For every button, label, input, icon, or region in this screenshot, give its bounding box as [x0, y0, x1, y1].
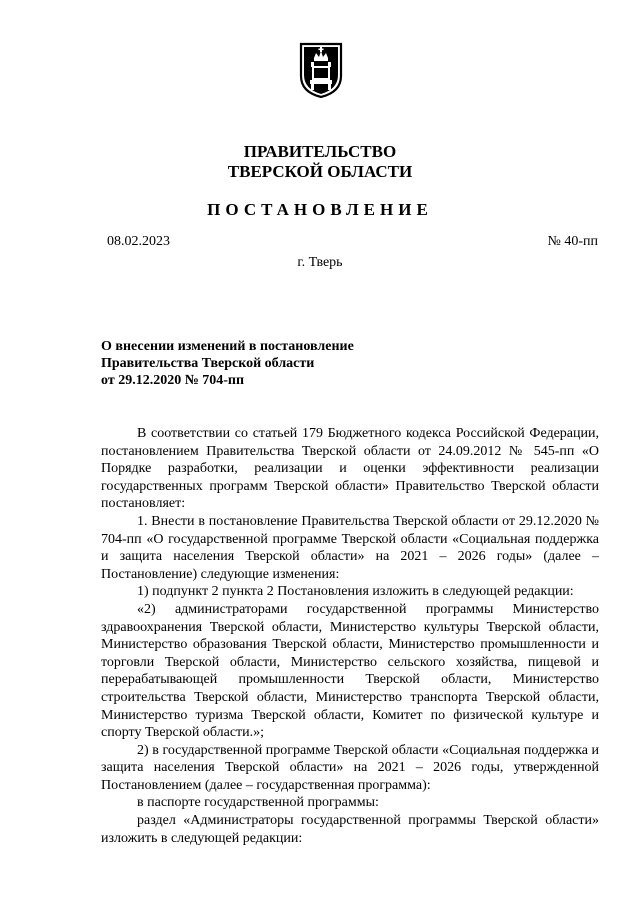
body-paragraph-item-1: 1. Внести в постановление Правительства Тверской области от 29.12.2020 № 704-пп «О государственной программе Тверской области «Социальная поддержка и защита населения Тверской области» на 2021 – 2026 годы» (далее – Постановление) следующие изменения:	[101, 513, 599, 582]
body-paragraph-subitem-2: 2) в государственной программе Тверской области «Социальная поддержка и защита населения Тверской области» на 2021 – 2026 годы, утвержденной Постановлением (далее – государственная программа):	[101, 742, 599, 793]
document-number: № 40-пп	[547, 234, 598, 249]
document-date: 08.02.2023	[107, 234, 170, 249]
org-name-line2: ТВЕРСКОЙ ОБЛАСТИ	[227, 162, 413, 181]
document-city: г. Тверь	[297, 255, 343, 270]
document-type: ПОСТАНОВЛЕНИЕ	[207, 200, 433, 219]
org-name-line1: ПРАВИТЕЛЬСТВО	[243, 142, 397, 161]
subject-line3: от 29.12.2020 № 704-пп	[101, 373, 245, 388]
document-body	[101, 425, 599, 847]
document-subject	[101, 338, 354, 389]
subject-line2: Правительства Тверской области	[101, 356, 315, 371]
subject-line1: О внесении изменений в постановление	[101, 339, 354, 354]
body-paragraph-passport: в паспорте государственной программы:	[137, 795, 379, 811]
coat-of-arms-emblem	[299, 42, 343, 98]
body-paragraph-preamble: В соответствии со статьей 179 Бюджетного кодекса Российской Федерации, постановлением Правительства Тверской области от 24.09.2012 № 545-пп «О Порядке разработки, реализации и оценки эффективности реализации государственных программ Тверской области» Правительство Тверской области постановляет:	[101, 426, 599, 512]
body-paragraph-quote: «2) администраторами государственной программы Министерство здравоохранения Тверской области, Министерство культуры Тверской области, Министерство образования Тверской области, Министерство промышленности и торговли Тверской области, Министерство сельского хозяйства, пищевой и перерабатывающей промышленности Тверской области, Министерство строительства Тверской области, Министерство транспорта Тверской области, Министерство туризма Тверской области, Комитет по физической культуре и спорту Тверской области.»;	[101, 601, 599, 741]
body-paragraph-subitem-1: 1) подпункт 2 пункта 2 Постановления изложить в следующей редакции:	[137, 584, 574, 600]
body-paragraph-section: раздел «Администраторы государственной программы Тверской области» изложить в следующей редакции:	[101, 813, 599, 846]
